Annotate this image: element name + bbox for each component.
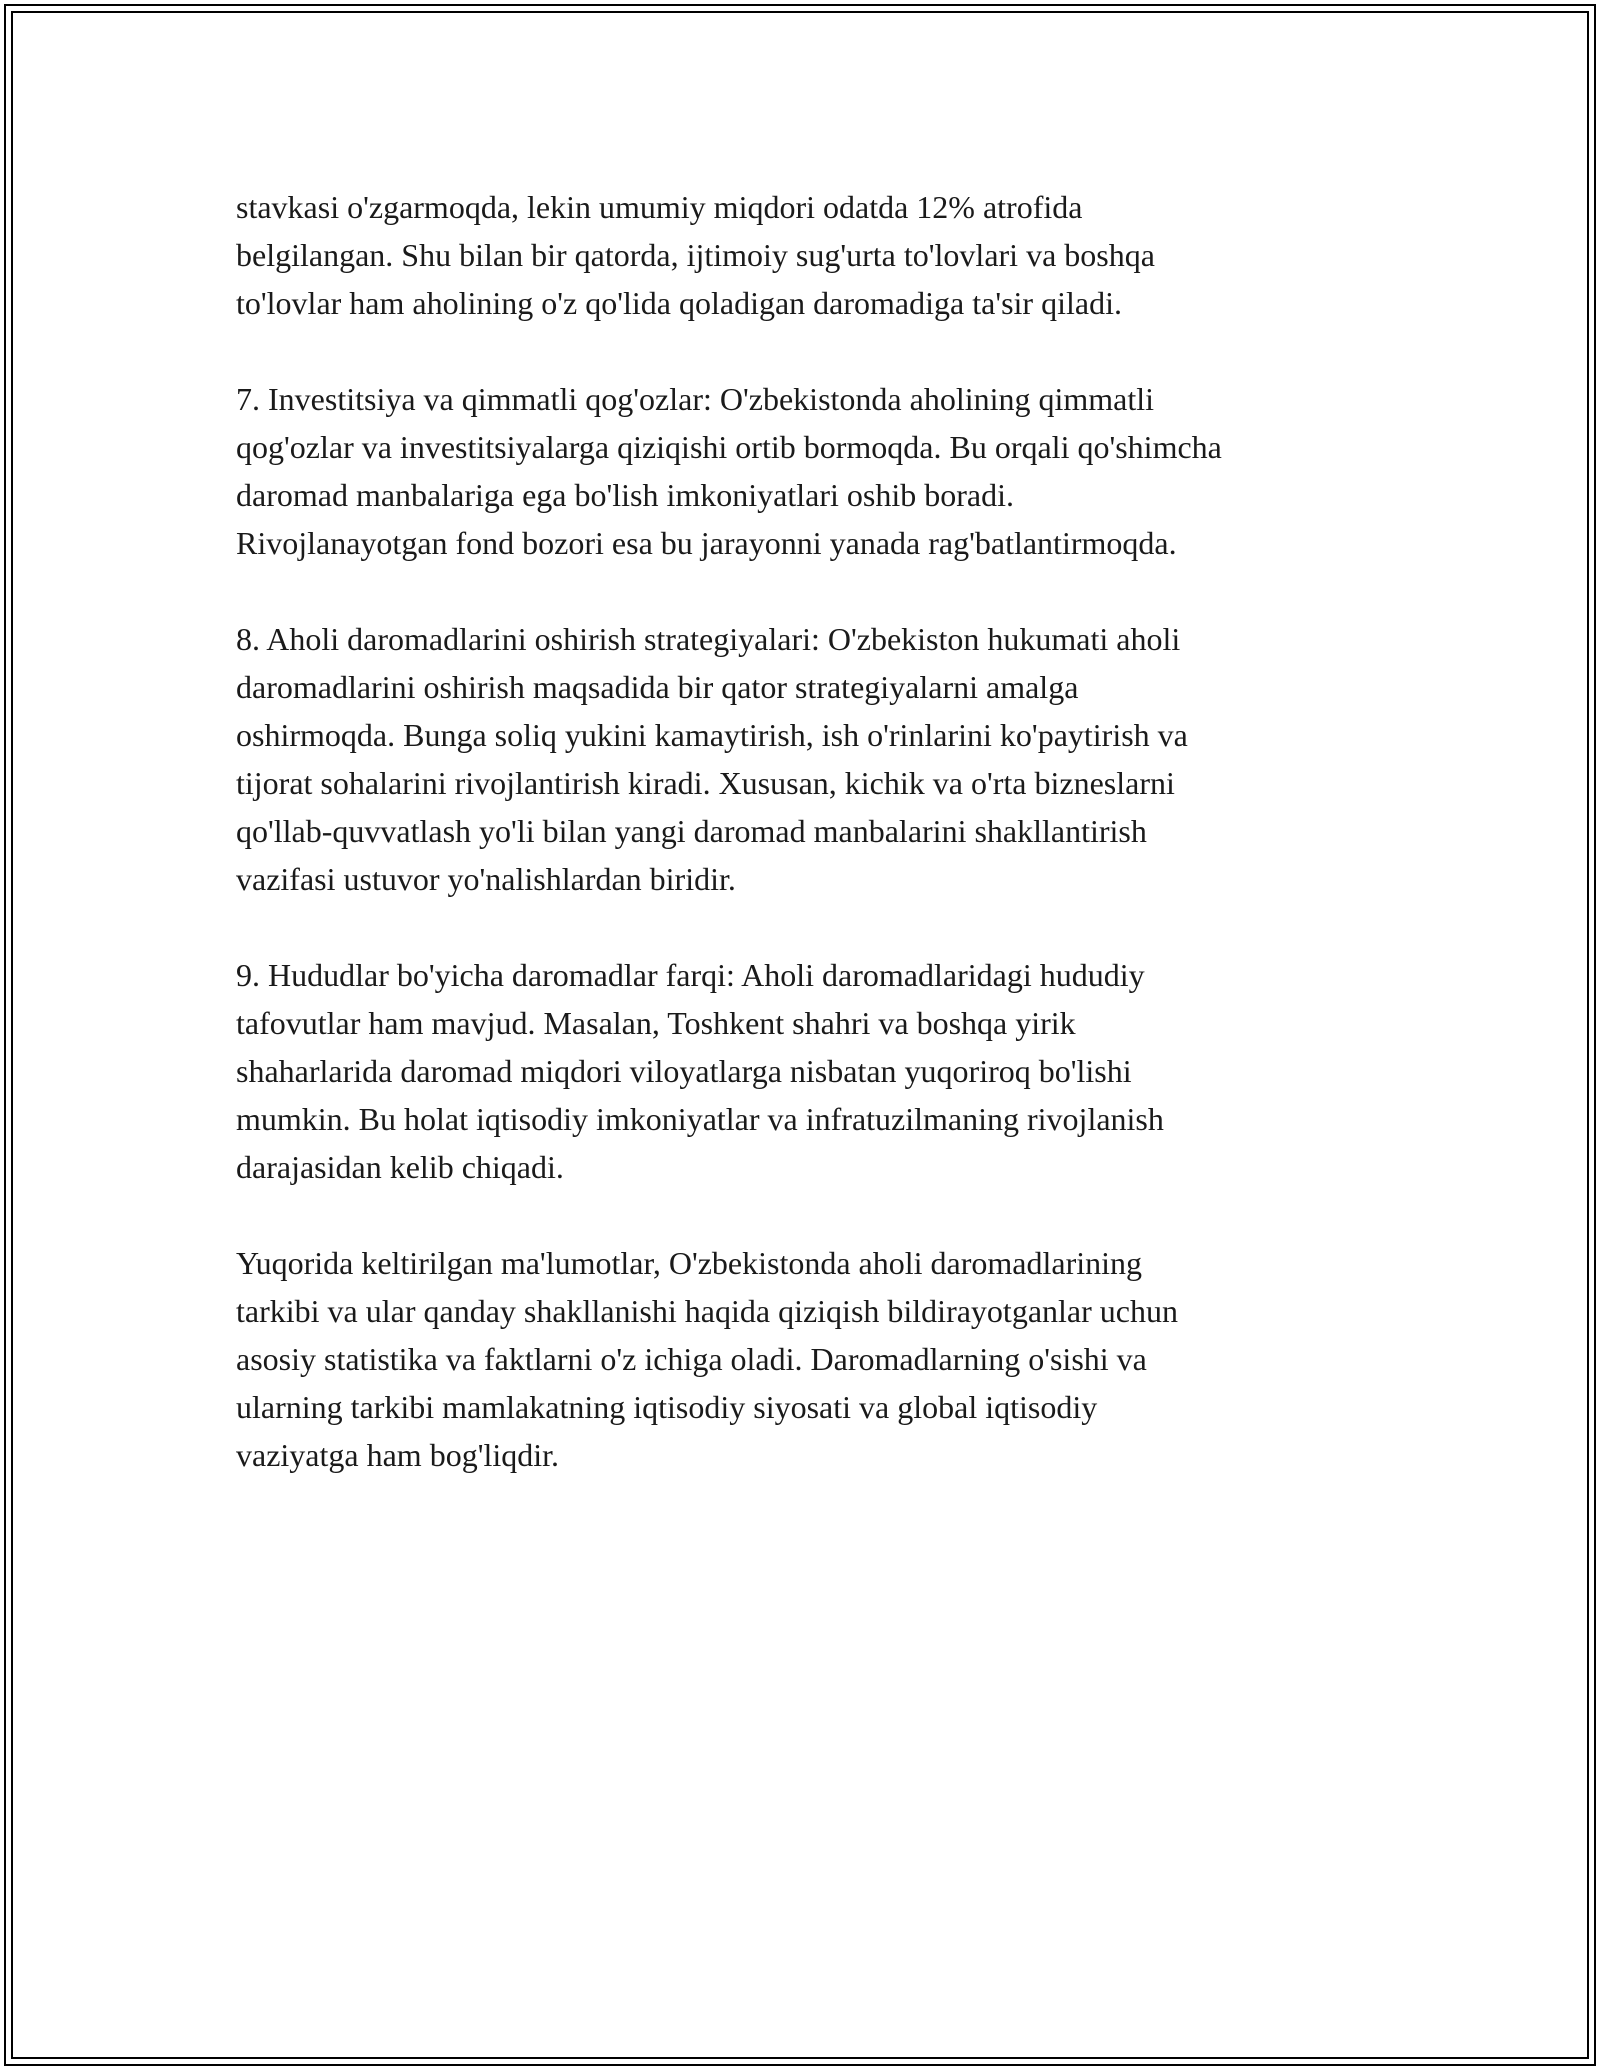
text-line: daromad manbalariga ega bo'lish imkoniyatlari oshib boradi. <box>236 477 1014 513</box>
text-line: belgilangan. Shu bilan bir qatorda, ijtimoiy sug'urta to'lovlari va boshqa <box>236 237 1155 273</box>
text-line: 8. Aholi daromadlarini oshirish strategiyalari: O'zbekiston hukumati aholi <box>236 621 1181 657</box>
text-line: mumkin. Bu holat iqtisodiy imkoniyatlar va infratuzilmaning rivojlanish <box>236 1101 1164 1137</box>
text-line: tarkibi va ular qanday shakllanishi haqida qiziqish bildirayotganlar uchun <box>236 1293 1178 1329</box>
text-line: ularning tarkibi mamlakatning iqtisodiy siyosati va global iqtisodiy <box>236 1389 1098 1425</box>
text-line: asosiy statistika va faktlarni o'z ichiga oladi. Daromadlarning o'sishi va <box>236 1341 1147 1377</box>
text-line: oshirmoqda. Bunga soliq yukini kamaytirish, ish o'rinlarini ko'paytirish va <box>236 717 1188 753</box>
paragraph-strategies <box>236 615 1416 903</box>
text-line: vazifasi ustuvor yo'nalishlardan biridir. <box>236 861 736 897</box>
text-line: Rivojlanayotgan fond bozori esa bu jarayonni yanada rag'batlantirmoqda. <box>236 525 1177 561</box>
text-line: tijorat sohalarini rivojlantirish kiradi. Xususan, kichik va o'rta bizneslarni <box>236 765 1175 801</box>
text-line: to'lovlar ham aholining o'z qo'lida qoladigan daromadiga ta'sir qiladi. <box>236 285 1122 321</box>
text-line: vaziyatga ham bog'liqdir. <box>236 1437 560 1473</box>
text-line: darajasidan kelib chiqadi. <box>236 1149 564 1185</box>
document-body <box>236 183 1416 1479</box>
text-line: tafovutlar ham mavjud. Masalan, Toshkent shahri va boshqa yirik <box>236 1005 1076 1041</box>
text-line: daromadlarini oshirish maqsadida bir qator strategiyalarni amalga <box>236 669 1079 705</box>
paragraph-investments <box>236 375 1416 567</box>
text-line: 7. Investitsiya va qimmatli qog'ozlar: O'zbekistonda aholining qimmatli <box>236 381 1155 417</box>
paragraph-tax-continued <box>236 183 1416 327</box>
text-line: qog'ozlar va investitsiyalarga qiziqishi ortib bormoqda. Bu orqali qo'shimcha <box>236 429 1222 465</box>
paragraph-regional-differences <box>236 951 1416 1191</box>
paragraph-conclusion <box>236 1239 1416 1479</box>
text-line: Yuqorida keltirilgan ma'lumotlar, O'zbekistonda aholi daromadlarining <box>236 1245 1143 1281</box>
text-line: qo'llab-quvvatlash yo'li bilan yangi daromad manbalarini shakllantirish <box>236 813 1147 849</box>
text-line: stavkasi o'zgarmoqda, lekin umumiy miqdori odatda 12% atrofida <box>236 189 1083 225</box>
text-line: 9. Hududlar bo'yicha daromadlar farqi: Aholi daromadlaridagi hududiy <box>236 957 1145 993</box>
text-line: shaharlarida daromad miqdori viloyatlarga nisbatan yuqoriroq bo'lishi <box>236 1053 1132 1089</box>
